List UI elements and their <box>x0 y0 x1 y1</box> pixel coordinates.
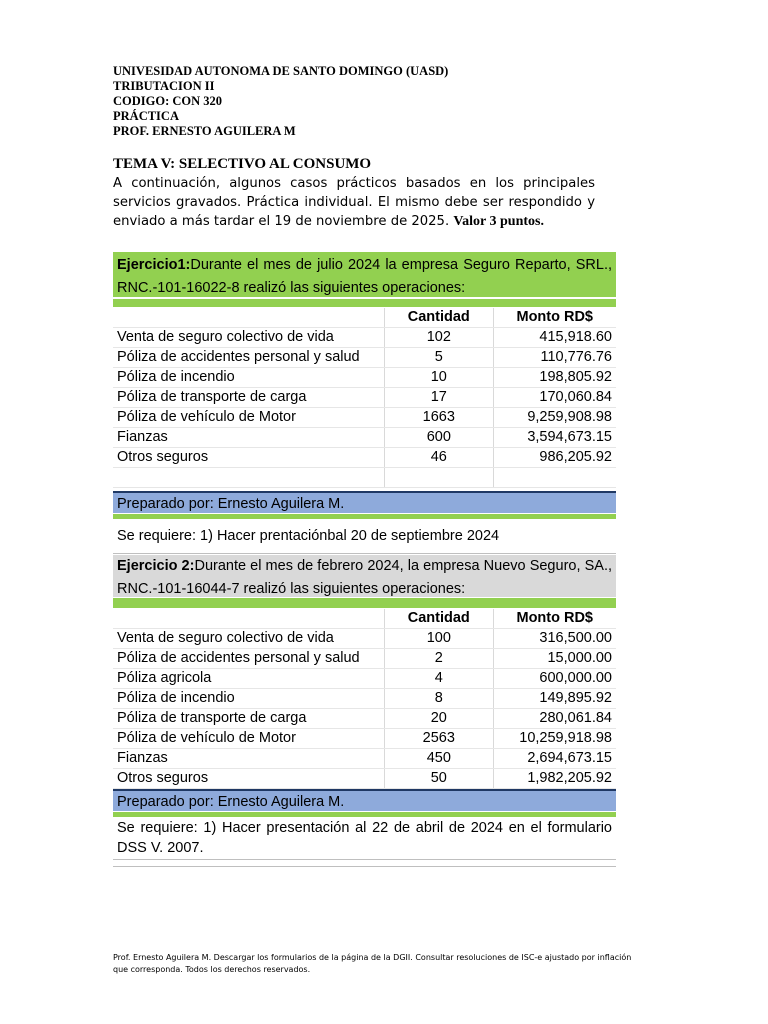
table-row <box>113 729 616 749</box>
table-row <box>113 328 616 348</box>
table-row <box>113 769 616 789</box>
table-row <box>113 689 616 709</box>
row-amount: 1,982,205.92 <box>493 769 616 789</box>
divider <box>113 299 616 307</box>
row-description: Póliza de vehículo de Motor <box>113 408 385 428</box>
row-quantity: 600 <box>385 428 493 448</box>
row-description: Fianzas <box>113 428 385 448</box>
table-row <box>113 408 616 428</box>
row-quantity: 50 <box>385 769 493 789</box>
row-quantity: 1663 <box>385 408 493 428</box>
row-description: Póliza de incendio <box>113 689 385 709</box>
row-amount: 198,805.92 <box>493 368 616 388</box>
table-header-row <box>113 609 616 629</box>
row-quantity: 10 <box>385 368 493 388</box>
exercise2-text: Durante el mes de febrero 2024, la empresa Nuevo Seguro, SA., RNC.-101-16044-7 realizó las siguientes operaciones: <box>117 558 612 597</box>
divider <box>113 553 616 554</box>
row-description: Otros seguros <box>113 769 385 789</box>
row-description: Fianzas <box>113 749 385 769</box>
row-quantity: 20 <box>385 709 493 729</box>
exercise1-statement <box>113 252 616 297</box>
practice-label: PRÁCTICA <box>113 109 179 123</box>
row-amount: 9,259,908.98 <box>493 408 616 428</box>
exercise2-label: Ejercicio 2: <box>117 558 195 574</box>
exercise1-label: Ejercicio1: <box>117 257 191 273</box>
row-description: Póliza de accidentes personal y salud <box>113 348 385 368</box>
row-quantity: 46 <box>385 448 493 468</box>
exercise1-table <box>113 308 616 488</box>
professor-name: PROF. ERNESTO AGUILERA M <box>113 124 296 138</box>
header-blank-cell <box>113 308 385 328</box>
table-row <box>113 649 616 669</box>
table-row <box>113 348 616 368</box>
row-quantity: 2 <box>385 649 493 669</box>
row-amount: 316,500.00 <box>493 629 616 649</box>
row-quantity: 4 <box>385 669 493 689</box>
intro-paragraph <box>113 174 595 231</box>
row-amount: 110,776.76 <box>493 348 616 368</box>
empty-cell <box>113 468 385 488</box>
row-amount: 15,000.00 <box>493 649 616 669</box>
divider <box>113 812 616 817</box>
table-row <box>113 428 616 448</box>
row-description: Póliza agricola <box>113 669 385 689</box>
table-row <box>113 629 616 649</box>
table-header-row <box>113 308 616 328</box>
row-description: Póliza de transporte de carga <box>113 388 385 408</box>
table-row-empty <box>113 468 616 488</box>
header-blank-cell <box>113 609 385 629</box>
row-description: Póliza de transporte de carga <box>113 709 385 729</box>
row-description: Venta de seguro colectivo de vida <box>113 328 385 348</box>
row-amount: 280,061.84 <box>493 709 616 729</box>
exercise1-requirement: Se requiere: 1) Hacer prentaciónbal 20 de septiembre 2024 <box>117 528 500 544</box>
table-row <box>113 388 616 408</box>
row-amount: 600,000.00 <box>493 669 616 689</box>
divider <box>113 514 616 519</box>
header-amount: Monto RD$ <box>493 308 616 328</box>
exercise1-text: Durante el mes de julio 2024 la empresa Seguro Reparto, SRL., RNC.-101-16022-8 realizó las siguientes operaciones: <box>117 257 612 296</box>
row-description: Póliza de incendio <box>113 368 385 388</box>
exercise2-statement <box>113 555 616 597</box>
divider <box>113 866 616 867</box>
exercise1-prepared-by: Preparado por: Ernesto Aguilera M. <box>113 491 616 513</box>
course-name: TRIBUTACION II <box>113 79 215 93</box>
row-amount: 3,594,673.15 <box>493 428 616 448</box>
row-amount: 415,918.60 <box>493 328 616 348</box>
table-row <box>113 749 616 769</box>
row-quantity: 8 <box>385 689 493 709</box>
header-quantity: Cantidad <box>385 609 493 629</box>
footer-note: Prof. Ernesto Aguilera M. Descargar los formularios de la página de la DGII. Consultar resoluciones de ISC-e ajustado por inflación que corresponda. Todos los derechos reservados. <box>113 953 632 974</box>
exercise2-table <box>113 609 616 809</box>
row-description: Venta de seguro colectivo de vida <box>113 629 385 649</box>
divider <box>113 859 616 860</box>
table-row <box>113 709 616 729</box>
exercise2-requirement: Se requiere: 1) Hacer presentación al 22 de abril de 2024 en el formulario DSS V. 2007. <box>117 820 612 856</box>
header-quantity: Cantidad <box>385 308 493 328</box>
exercise2-prepared-by: Preparado por: Ernesto Aguilera M. <box>113 789 616 811</box>
header-amount: Monto RD$ <box>493 609 616 629</box>
row-description: Póliza de accidentes personal y salud <box>113 649 385 669</box>
topic-title: TEMA V: SELECTIVO AL CONSUMO <box>113 156 372 172</box>
empty-cell <box>493 468 616 488</box>
document-header <box>113 64 448 139</box>
divider <box>113 598 616 608</box>
course-code: CODIGO: CON 320 <box>113 94 223 108</box>
intro-value: Valor 3 puntos. <box>453 214 544 229</box>
row-quantity: 5 <box>385 348 493 368</box>
row-quantity: 450 <box>385 749 493 769</box>
row-quantity: 100 <box>385 629 493 649</box>
empty-cell <box>385 468 493 488</box>
university-name: UNIVESIDAD AUTONOMA DE SANTO DOMINGO (UASD) <box>113 64 449 78</box>
table-row <box>113 448 616 468</box>
row-quantity: 17 <box>385 388 493 408</box>
row-description: Otros seguros <box>113 448 385 468</box>
row-quantity: 102 <box>385 328 493 348</box>
table-row <box>113 669 616 689</box>
row-amount: 149,895.92 <box>493 689 616 709</box>
row-amount: 170,060.84 <box>493 388 616 408</box>
row-amount: 10,259,918.98 <box>493 729 616 749</box>
row-amount: 986,205.92 <box>493 448 616 468</box>
row-description: Póliza de vehículo de Motor <box>113 729 385 749</box>
row-quantity: 2563 <box>385 729 493 749</box>
table-row <box>113 368 616 388</box>
intro-text: A continuación, algunos casos prácticos basados en los principales servicios gravados. Práctica individual. El mismo debe ser respondido y enviado a más tardar el 19 de noviembre de 2025. <box>113 176 595 229</box>
row-amount: 2,694,673.15 <box>493 749 616 769</box>
